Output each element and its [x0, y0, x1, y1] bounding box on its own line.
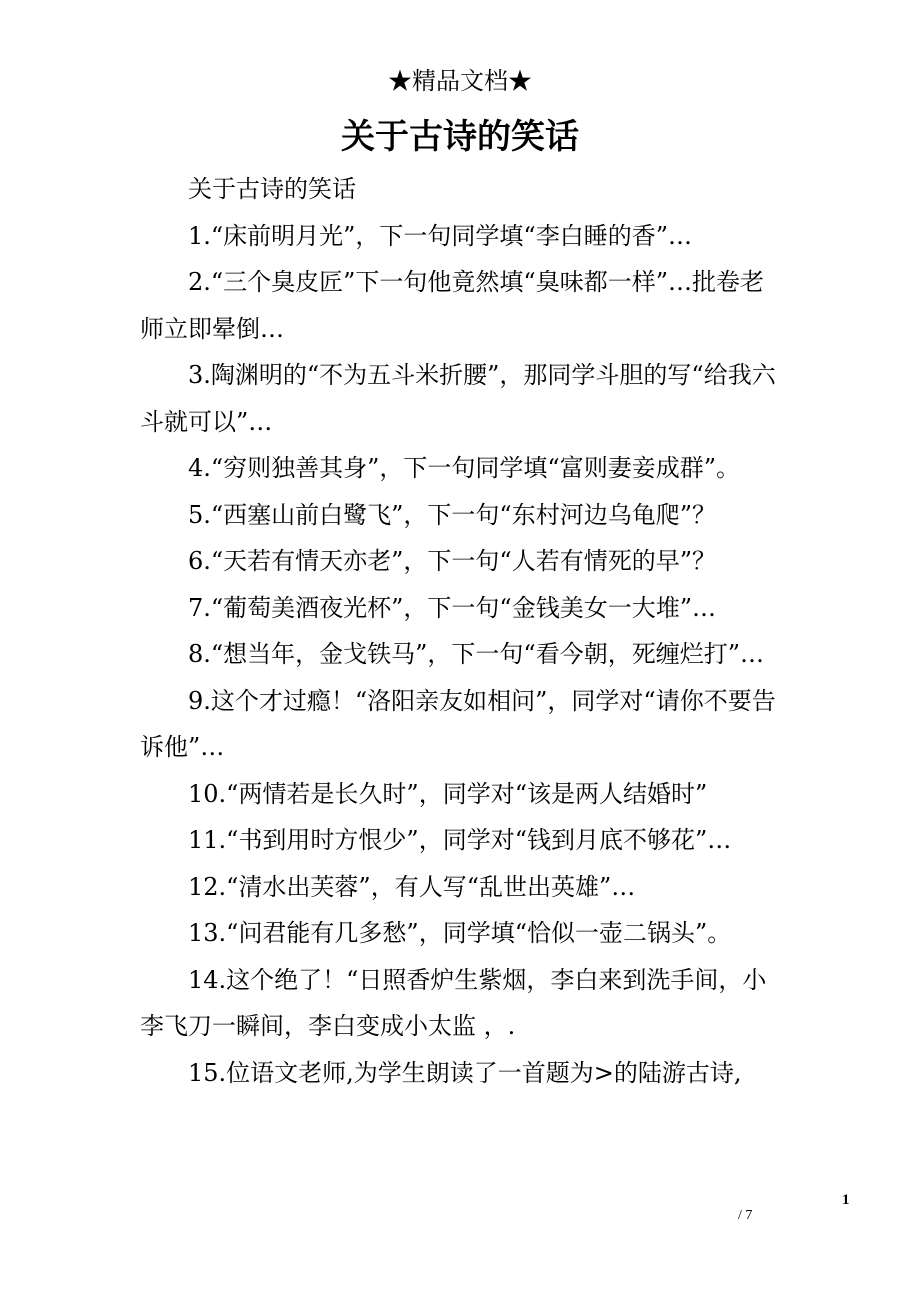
page-total: / 7 [738, 1208, 753, 1223]
page-number: 1 [842, 1192, 850, 1208]
paragraph: 2.“三个臭皮匠”下一句他竟然填“臭味都一样”…批卷老师立即晕倒… [140, 268, 764, 343]
paragraph: 12.“清水出芙蓉”，有人写“乱世出英雄”… [188, 872, 636, 901]
document-body [140, 166, 785, 1096]
paragraph: 13.“问君能有几多愁”，同学填“恰似一壶二锅头”。 [188, 919, 732, 947]
document-title: 关于古诗的笑话 [341, 117, 579, 157]
subtitle: 关于古诗的笑话 [188, 175, 356, 203]
paragraph: 4.“穷则独善其身”，下一句同学填“富则妻妾成群”。 [188, 454, 740, 482]
paragraph: 8.“想当年，金戈铁马”，下一句“看今朝，死缠烂打”… [188, 640, 764, 668]
paragraph: 6.“天若有情天亦老”，下一句“人若有情死的早”？ [188, 547, 716, 575]
header-mark: ★精品文档★ [388, 67, 532, 95]
paragraph: 3.陶渊明的“不为五斗米折腰”，那同学斗胆的写“给我六斗就可以”… [140, 361, 776, 436]
paragraph: 11.“书到用时方恨少”，同学对“钱到月底不够花”… [188, 826, 732, 854]
paragraph: 15.位语文老师,为学生朗读了一首题为>的陆游古诗, [188, 1058, 742, 1087]
paragraph: 14.这个绝了！“日照香炉生紫烟，李白来到洗手间，小李飞刀一瞬间，李白变成小太监 ，. [140, 965, 767, 1040]
paragraph: 9.这个才过瘾！“洛阳亲友如相问”，同学对“请你不要告诉他”… [140, 686, 776, 761]
paragraph: 10.“两情若是长久时”，同学对“该是两人结婚时” [188, 779, 708, 808]
paragraph: 1.“床前明月光”，下一句同学填“李白睡的香”… [188, 221, 692, 250]
paragraph: 5.“西塞山前白鹭飞”，下一句“东村河边乌龟爬”？ [188, 500, 716, 529]
paragraph: 7.“葡萄美酒夜光杯”，下一句“金钱美女一大堆”… [188, 593, 716, 622]
